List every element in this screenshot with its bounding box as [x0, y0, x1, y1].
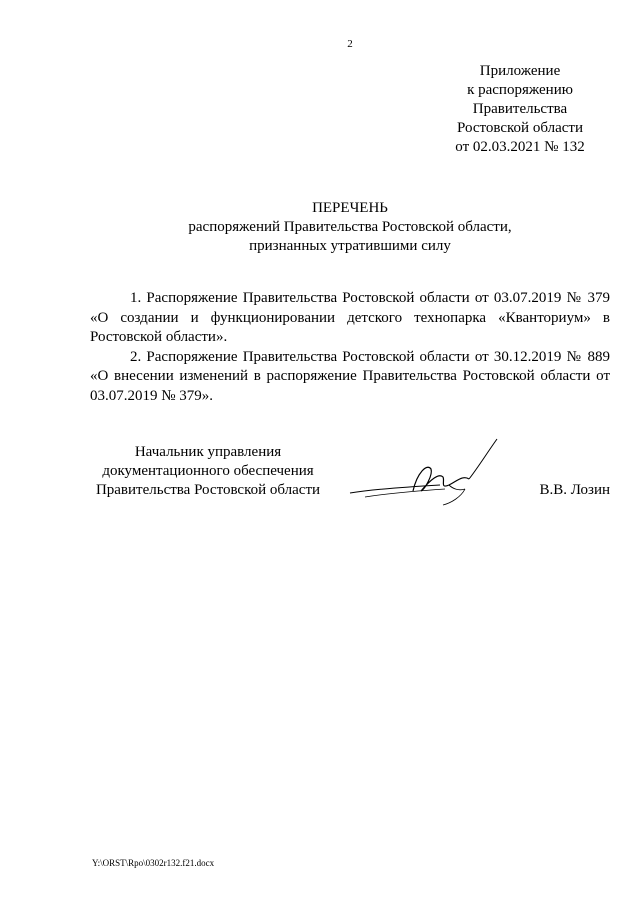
signer-position-line: Правительства Ростовской области: [95, 482, 321, 498]
decree-list-item: 2. Распоряжение Правительства Ростовской области от 30.12.2019 № 889 «О внесении изменений в распоряжение Правительства Ростовской области от 03.07.2019 № 379».: [90, 348, 610, 404]
document-subtitle-line-2: признанных утратившими силу: [249, 238, 451, 254]
appendix-line: Правительства: [472, 101, 568, 117]
page-number: 2: [347, 38, 353, 50]
decree-list-item: 1. Распоряжение Правительства Ростовской области от 03.07.2019 № 379 «О создании и функционировании детского технопарка «Кванториум» в Ростовской области».: [90, 290, 610, 345]
document-subtitle-line-1: распоряжений Правительства Ростовской области,: [188, 219, 512, 235]
appendix-line: Приложение: [479, 63, 561, 79]
signer-position-line: документационного обеспечения: [102, 463, 314, 479]
appendix-header: [430, 62, 610, 157]
decree-list: [90, 289, 610, 406]
document-title-block: [90, 199, 610, 256]
signer-name: В.В. Лозин: [539, 482, 610, 498]
appendix-date-number: от 02.03.2021 № 132: [455, 139, 585, 155]
handwritten-signature: [345, 433, 515, 513]
appendix-line: Ростовской области: [457, 120, 583, 136]
document-heading: ПЕРЕЧЕНЬ: [312, 200, 388, 216]
signer-position-line: Начальник управления: [134, 444, 282, 460]
signer-position: [88, 443, 328, 500]
file-path: Y:\ORST\Rpo\0302r132.f21.docx: [92, 858, 215, 868]
appendix-line: к распоряжению: [467, 82, 573, 98]
